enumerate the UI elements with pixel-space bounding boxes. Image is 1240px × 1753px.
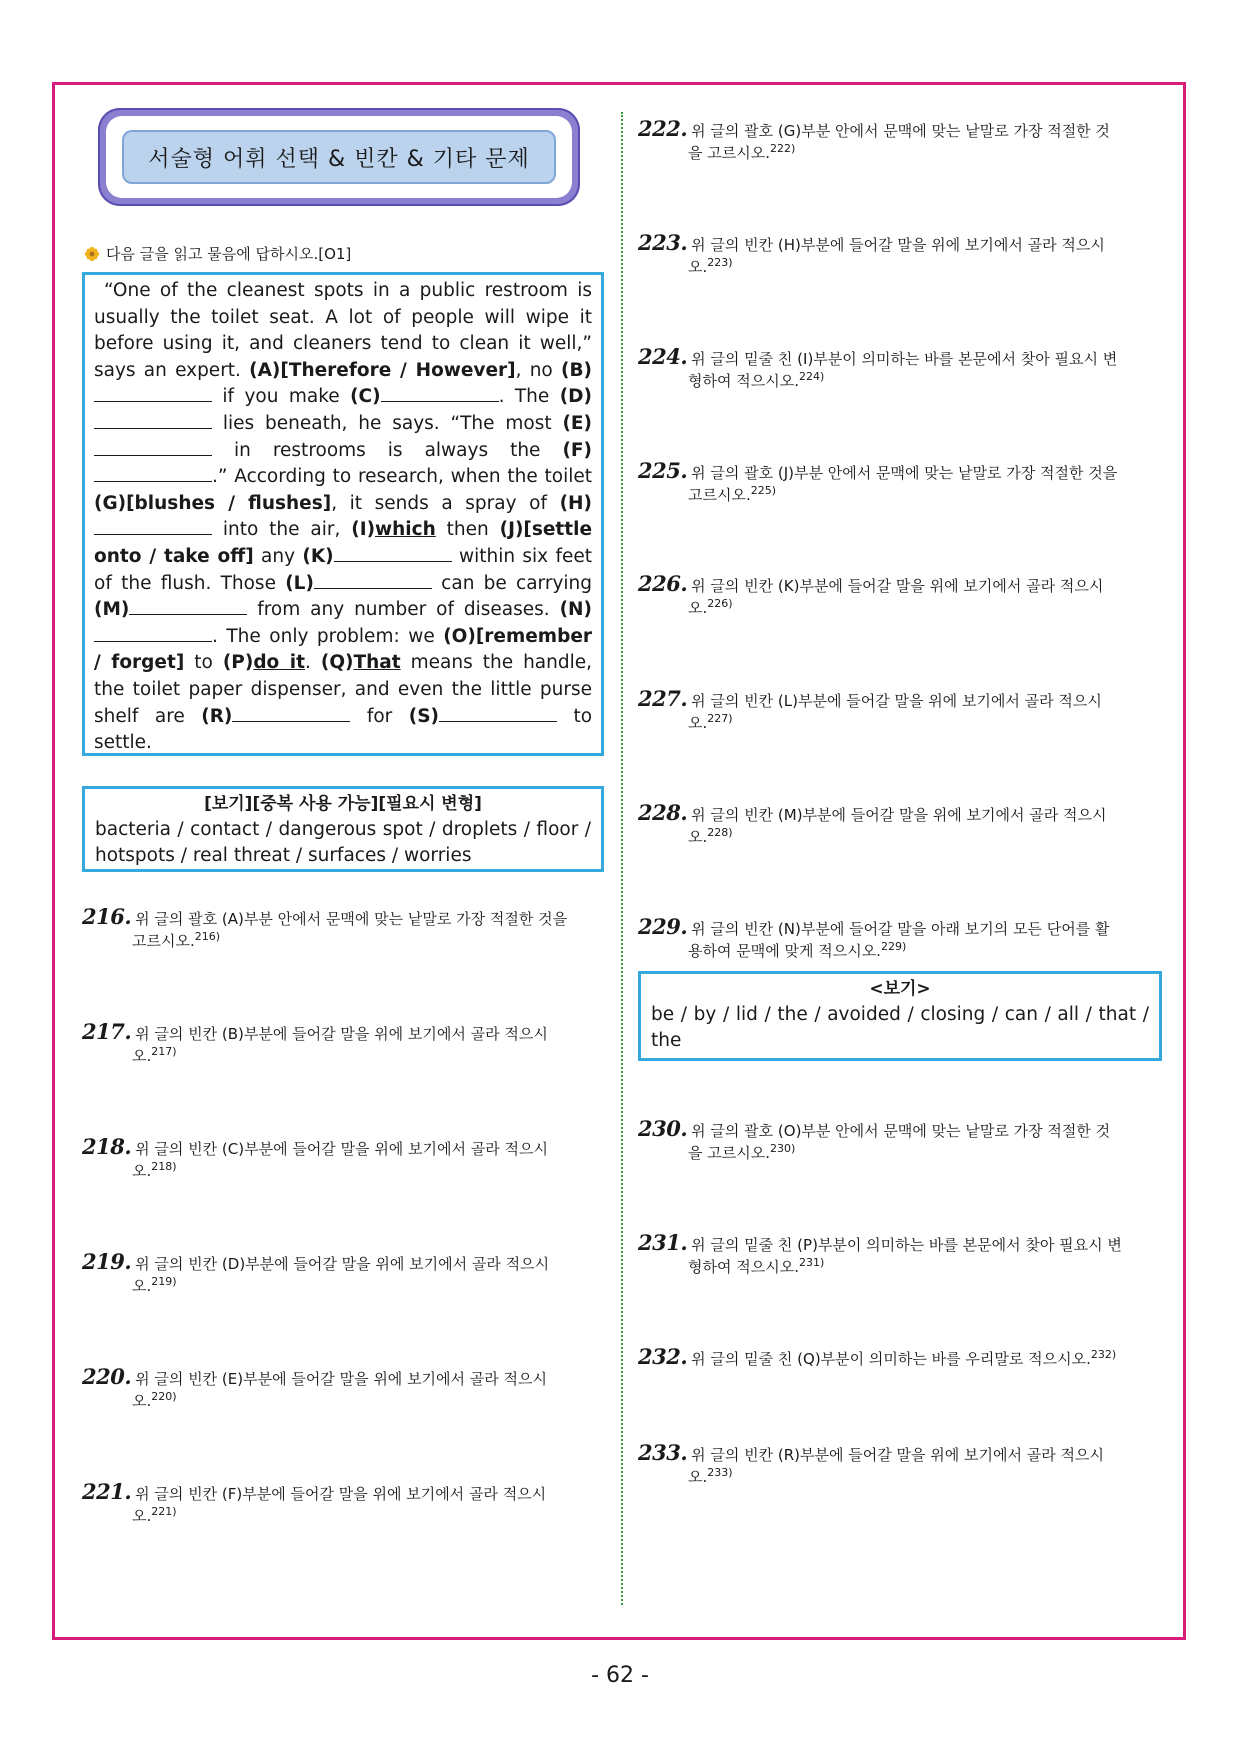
- question-text-continued: 오.$^{228)}$: [688, 826, 733, 846]
- question-footnote-ref: 223): [707, 256, 733, 269]
- question-219: [82, 1251, 602, 1297]
- question-229: [638, 916, 1158, 962]
- question-number: 216.: [82, 904, 132, 929]
- question-text: 위 글의 빈칸 (K)부분에 들어갈 말을 위에 보기에서 골라 적으시: [691, 577, 1104, 595]
- question-number: 229.: [638, 914, 688, 939]
- question-text: 위 글의 빈칸 (R)부분에 들어갈 말을 위에 보기에서 골라 적으시: [691, 1446, 1104, 1464]
- question-footnote-ref: 230): [770, 1142, 796, 1155]
- question-number: 219.: [82, 1249, 132, 1274]
- question-footnote-ref: 224): [798, 370, 825, 383]
- question-text: 위 글의 괄호 (A)부분 안에서 문맥에 맞는 낱말로 가장 적절한 것을: [135, 910, 568, 928]
- passage-text: “One of the cleanest spots in a public restroom is usually the toilet seat. A lot of people will wipe it before using it, and cleaners tend to clean it well,” says an expert. (A)[Therefore / However], no (B) if you make (C) . The (D) lies beneath, he says. “The most (E) in restrooms is always the (F).” According to research, when the toilet (G)[blushes / flushes], it sends a spray of (H) into the air, (I)which then (J)[settle onto / take off] any (K) within six feet of the flush. Those (L) can be carrying (M) from any number of diseases. (N). The only problem: we (O)[remember / forget] to (P)do it. (Q)That means the handle, the toilet paper dispenser, and even the little purse shelf are (R) for (S) to settle.: [94, 280, 593, 754]
- question-224: [638, 346, 1158, 392]
- word-bank-box-229: [638, 971, 1162, 1061]
- question-number: 223.: [638, 230, 688, 255]
- question-230: [638, 1118, 1158, 1164]
- question-text-continued: 오.$^{217)}$: [132, 1045, 177, 1065]
- blank-line: [334, 545, 452, 562]
- blank-line: [94, 518, 212, 535]
- question-footnote-ref: 220): [151, 1390, 177, 1403]
- question-226: [638, 573, 1158, 619]
- question-footnote-ref: 221): [151, 1505, 177, 1518]
- question-text: 위 글의 빈칸 (D)부분에 들어갈 말을 위에 보기에서 골라 적으시: [135, 1255, 550, 1273]
- question-222: [638, 118, 1158, 164]
- question-text-continued: 용하여 문맥에 맞게 적으시오.$^{229)}$: [688, 940, 907, 960]
- question-text: 위 글의 빈칸 (C)부분에 들어갈 말을 위에 보기에서 골라 적으시: [135, 1140, 549, 1158]
- blank-line: [314, 572, 432, 589]
- question-footnote-ref: 232): [1090, 1348, 1117, 1361]
- question-text-continued: 오.$^{226)}$: [688, 597, 733, 617]
- blank-line: [94, 412, 212, 429]
- question-text-continued: 오.$^{223)}$: [688, 256, 733, 276]
- question-footnote-ref: 228): [707, 826, 733, 839]
- question-221: [82, 1481, 602, 1527]
- question-number: 231.: [638, 1230, 688, 1255]
- blank-line: [439, 705, 557, 722]
- question-text-continued: 오.$^{221)}$: [132, 1505, 177, 1525]
- question-number: 218.: [82, 1134, 132, 1159]
- question-text: 위 글의 빈칸 (F)부분에 들어갈 말을 위에 보기에서 골라 적으시: [135, 1485, 547, 1503]
- instruction-text: 다음 글을 읽고 물음에 답하시오.[O1]: [106, 245, 352, 263]
- question-number: 233.: [638, 1440, 688, 1465]
- question-227: [638, 688, 1158, 734]
- question-footnote-ref: 219): [151, 1275, 177, 1288]
- question-number: 222.: [638, 116, 688, 141]
- question-text: 위 글의 밑줄 친 (P)부분이 의미하는 바를 본문에서 찾아 필요시 변: [691, 1236, 1122, 1254]
- question-footnote-ref: 216): [194, 930, 221, 943]
- blank-line: [94, 465, 212, 482]
- question-number: 227.: [638, 686, 688, 711]
- question-text-continued: 형하여 적으시오.$^{224)}$: [688, 370, 825, 390]
- question-number: 228.: [638, 800, 688, 825]
- word-bank-box: [82, 786, 604, 872]
- question-text: 위 글의 괄호 (J)부분 안에서 문맥에 맞는 낱말로 가장 적절한 것을: [691, 464, 1118, 482]
- reading-passage: [82, 272, 604, 756]
- question-217: [82, 1021, 602, 1067]
- blank-line: [381, 385, 499, 402]
- question-number: 220.: [82, 1364, 132, 1389]
- question-text: 위 글의 괄호 (G)부분 안에서 문맥에 맞는 낱말로 가장 적절한 것: [691, 122, 1110, 140]
- question-text-continued: 을 고르시오.$^{230)}$: [688, 1142, 796, 1162]
- blank-line: [94, 625, 212, 642]
- question-218: [82, 1136, 602, 1182]
- question-text: 위 글의 빈칸 (H)부분에 들어갈 말을 위에 보기에서 골라 적으시: [691, 236, 1105, 254]
- question-text-continued: 고르시오.$^{225)}$: [688, 484, 777, 504]
- question-footnote-ref: 218): [151, 1160, 177, 1173]
- question-text: 위 글의 빈칸 (B)부분에 들어갈 말을 위에 보기에서 골라 적으시: [135, 1025, 548, 1043]
- question-text: 위 글의 빈칸 (M)부분에 들어갈 말을 위에 보기에서 골라 적으시: [691, 806, 1107, 824]
- question-text: 위 글의 빈칸 (E)부분에 들어갈 말을 위에 보기에서 골라 적으시: [135, 1370, 548, 1388]
- section-title-banner: [98, 108, 580, 206]
- question-text-continued: 오.$^{233)}$: [688, 1466, 733, 1486]
- question-number: 225.: [638, 458, 688, 483]
- question-footnote-ref: 229): [880, 940, 907, 953]
- word-bank-words: be / by / lid / the / avoided / closing / can / all / that / the: [651, 1004, 1149, 1051]
- question-228: [638, 802, 1158, 848]
- question-footnote-ref: 231): [798, 1256, 825, 1269]
- question-text-continued: 형하여 적으시오.$^{231)}$: [688, 1256, 825, 1276]
- page-number: - 62 -: [591, 1663, 649, 1688]
- question-footnote-ref: 227): [707, 712, 733, 725]
- blank-line: [94, 385, 212, 402]
- question-232: [638, 1346, 1158, 1370]
- question-number: 226.: [638, 571, 688, 596]
- flower-icon: [84, 246, 100, 262]
- question-number: 230.: [638, 1116, 688, 1141]
- word-bank-words: bacteria / contact / dangerous spot / droplets / floor / hotspots / real threat / surfaces / worries: [95, 819, 591, 866]
- blank-line: [232, 705, 350, 722]
- question-text-continued: 을 고르시오.$^{222)}$: [688, 142, 796, 162]
- question-220: [82, 1366, 602, 1412]
- word-bank-title: [보기][중복 사용 가능][필요시 변형]: [204, 794, 482, 814]
- blank-line: [94, 439, 212, 456]
- question-text-continued: 오.$^{227)}$: [688, 712, 733, 732]
- question-number: 217.: [82, 1019, 132, 1044]
- question-225: [638, 460, 1158, 506]
- question-footnote-ref: 222): [770, 142, 796, 155]
- question-text-continued: 오.$^{220)}$: [132, 1390, 177, 1410]
- question-footnote-ref: 233): [707, 1466, 733, 1479]
- question-text-continued: 오.$^{218)}$: [132, 1160, 177, 1180]
- column-divider: [621, 112, 623, 1605]
- word-bank-title: <보기>: [869, 979, 931, 999]
- question-text-continued: 오.$^{219)}$: [132, 1275, 177, 1295]
- section-title: 서술형 어휘 선택 & 빈칸 & 기타 문제: [122, 130, 556, 184]
- question-231: [638, 1232, 1158, 1278]
- question-216: [82, 906, 602, 952]
- question-number: 224.: [638, 344, 688, 369]
- question-number: 232.: [638, 1344, 688, 1369]
- question-text: 위 글의 빈칸 (N)부분에 들어갈 말을 아래 보기의 모든 단어를 활: [691, 920, 1110, 938]
- question-233: [638, 1442, 1158, 1488]
- question-footnote-ref: 217): [151, 1045, 177, 1058]
- question-text: 위 글의 괄호 (O)부분 안에서 문맥에 맞는 낱말로 가장 적절한 것: [691, 1122, 1111, 1140]
- instruction: [84, 243, 351, 264]
- question-text: 위 글의 밑줄 친 (Q)부분이 의미하는 바를 우리말로 적으시오.: [691, 1350, 1091, 1368]
- question-text: 위 글의 밑줄 친 (I)부분이 의미하는 바를 본문에서 찾아 필요시 변: [691, 350, 1118, 368]
- question-number: 221.: [82, 1479, 132, 1504]
- question-223: [638, 232, 1158, 278]
- question-text: 위 글의 빈칸 (L)부분에 들어갈 말을 위에 보기에서 골라 적으시: [691, 692, 1102, 710]
- question-footnote-ref: 226): [707, 597, 733, 610]
- question-footnote-ref: 225): [750, 484, 777, 497]
- blank-line: [129, 598, 247, 615]
- question-text-continued: 고르시오.$^{216)}$: [132, 930, 221, 950]
